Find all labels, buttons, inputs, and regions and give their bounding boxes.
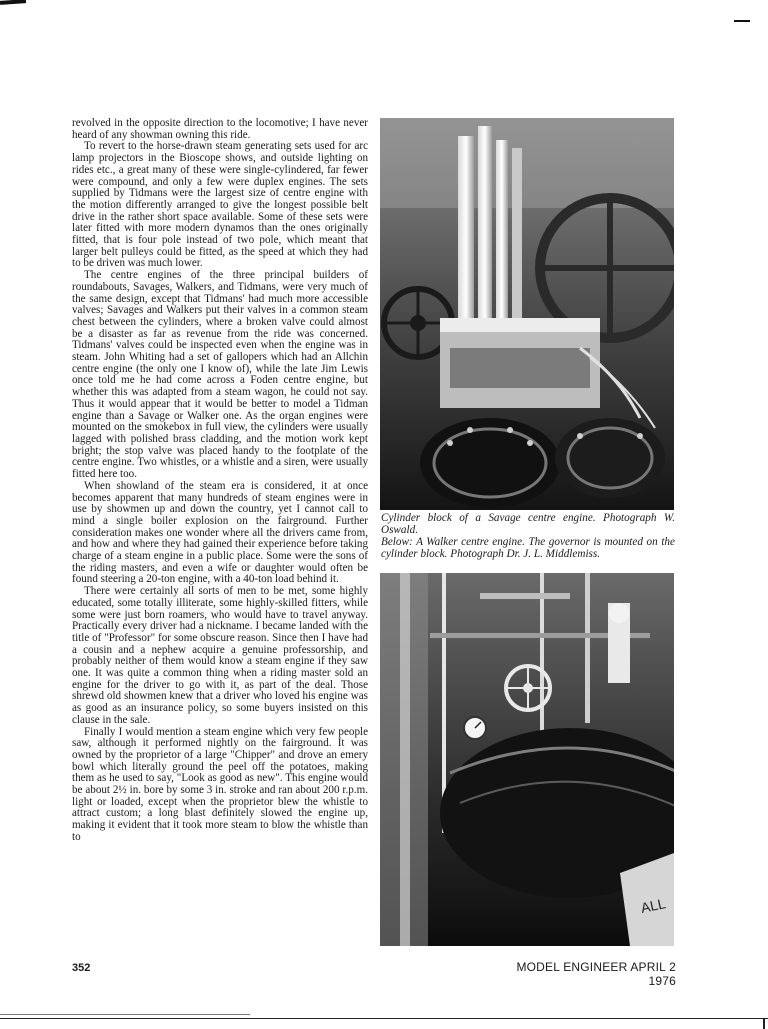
scan-artifact-top-right <box>734 20 750 22</box>
article-text-column <box>72 118 368 844</box>
page-number: 352 <box>72 962 91 974</box>
svg-text:ALL: ALL <box>639 895 668 916</box>
scan-edge-bottom <box>0 1018 768 1019</box>
scan-edge-corner <box>763 1018 765 1029</box>
article-paragraph: There were certainly all sorts of men to be met, some highly educated, some totally illiterate, some highly-skilled fitters, while some were just born roamers, who would have to travel anyway. Practically every driver had a nickname. I became landed with the title of "Professor" for some obscure reason. Since then I have had a cousin and a nephew acquire a genuine professorship, and probably neither of them would know a steam engine if they saw one. It was quite a common thing when a riding master sold an engine for the driver to go with it, as part of the deal. Those shrewd old showmen knew that a driver who loved his engine was as good as an insurance policy, so some buyers insisted on this clause in the sale. <box>72 585 368 726</box>
article-paragraph: When showland of the steam era is considered, it at once becomes apparent that many hundreds of steam engines were in use by showmen up and down the country, yet I cannot call to mind a single boiler explosion on the fairground. Further consideration makes one wonder where all the drivers came from, and how and where they had gained their experience before taking charge of a steam engine in a public place. Some were the sons of the riding masters, and even a wife or daughter would often be found steering a 20-ton engine, with a 40-ton load behind it. <box>72 479 368 586</box>
photo-walker-centre-engine <box>380 573 674 946</box>
photo-caption-2: Below: A Walker centre engine. The governor is mounted on the cylinder block. Photograph Dr. J. L. Middlemiss. <box>381 536 675 560</box>
article-paragraph: Finally I would mention a steam engine which very few people saw, although it performed nightly on the fairground. It was owned by the proprietor of a large "Chipper" and drove an emery bowl which literally ground the peel off the potatoes, making them as he used to say, "Look as good as new". This engine would be about 2½ in. bore by some 3 in. stroke and ran about 200 r.p.m. light or loaded, except when the proprietor blew the whistle to attract custom; a long blast definitely slowed the engine up, making it evident that it took more steam to blow the whistle than to <box>72 725 368 843</box>
publication-issue: MODEL ENGINEER APRIL 2 1976 <box>516 960 676 988</box>
article-paragraph: To revert to the horse-drawn steam generating sets used for arc lamp projectors in the Bioscope shows, and outside lighting on rides etc., a great many of these were single-cylindered, far fewer were compound, and only a few were duplex engines. The sets supplied by Tidmans were the largest size of centre engine with the motion differently arranged to give the longest possible belt drive in the rather short space available. Some of these sets were later fitted with more modern dynamos than the ones originally fitted, that is four pole instead of two pole, which meant that larger belt pulleys could be fitted, as the speed at which they had to be driven was much lower. <box>72 140 368 270</box>
article-paragraph: revolved in the opposite direction to the locomotive; I have never heard of any showman owning this ride. <box>72 117 368 141</box>
scan-artifact-top-left <box>0 0 26 5</box>
scan-edge-line <box>0 1014 250 1015</box>
photo-caption-1: Cylinder block of a Savage centre engine. Photograph W. Oswald. <box>381 512 675 536</box>
photo-savage-cylinder-block <box>380 118 674 510</box>
article-paragraph: The centre engines of the three principal builders of roundabouts, Savages, Walkers, and Tidmans, were very much of the same design, except that Tidmans' had much more accessible valves; Savages and Walkers put their valves in a common steam chest between the cylinders, where a broken valve could almost be a disaster as far as revenue from the ride was concerned. Tidmans' valves could be inspected even when the engine was in steam. John Whiting had a set of gallopers which had an Allchin centre engine (the only one I know of), while the late Jim Lewis once told me he had come across a Foden centre engine, but whether this was adapted from a steam wagon, he could not say. Thus it would appear that it would be better to model a Tidman engine than a Savage or Walker one. As the organ engines were mounted on the smokebox in full view, the cylinders were usually lagged with polished brass cladding, and the motion work kept bright; the stop valve was placed handy to the footplate of the centre engine. Two whistles, or a whistle and a siren, were usually fitted here too. <box>72 269 368 481</box>
